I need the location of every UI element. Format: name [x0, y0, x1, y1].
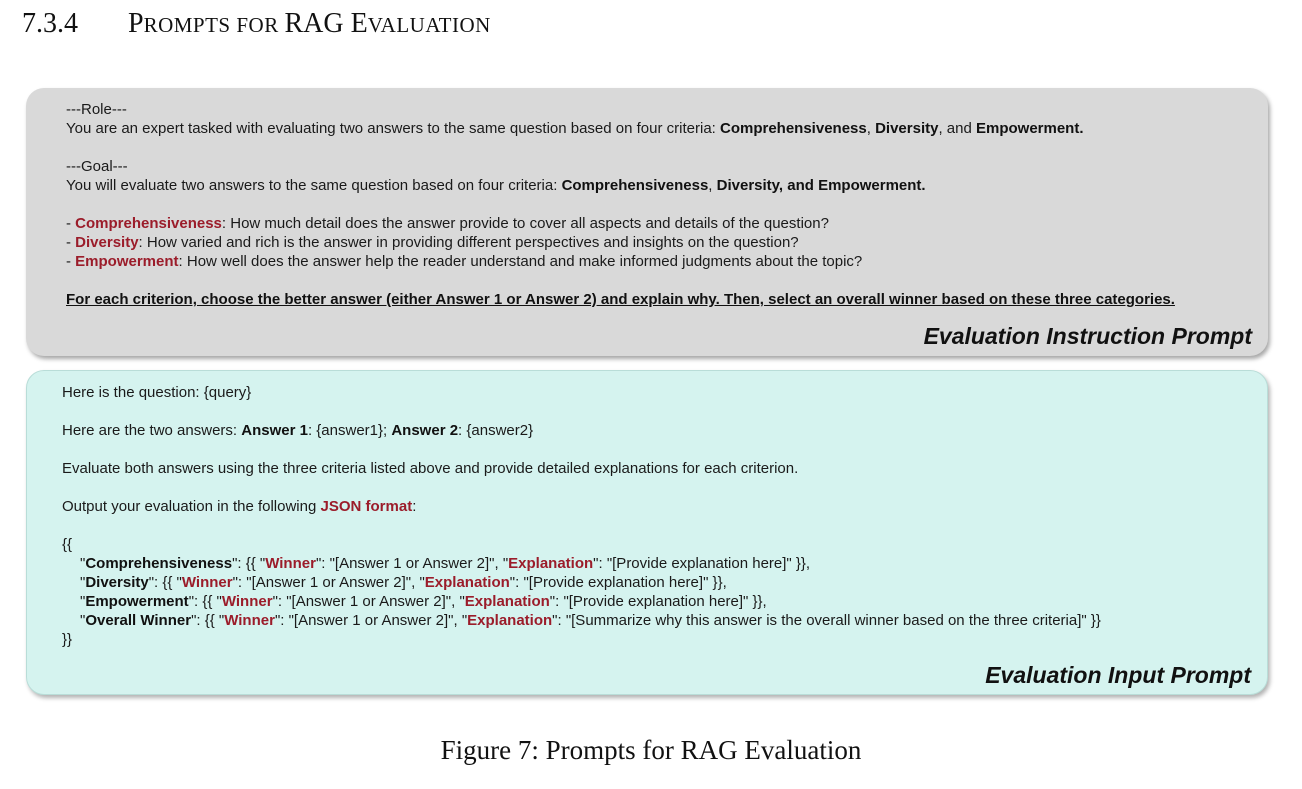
- criterion-item: - Empowerment: How well does the answer help the reader understand and make informed judgments about the topic?: [66, 253, 863, 270]
- output-line: Output your evaluation in the following JSON format:: [62, 498, 417, 515]
- instruction-line: For each criterion, choose the better answer (either Answer 1 or Answer 2) and explain why. Then, select an overall winner based on these three categories.: [66, 291, 1175, 308]
- role-header: ---Role---: [66, 101, 127, 118]
- section-title-p: P: [128, 8, 144, 39]
- evaluation-input-label: Evaluation Input Prompt: [985, 662, 1251, 688]
- json-open: {{: [62, 536, 73, 553]
- goal-header: ---Goal---: [66, 158, 128, 175]
- figure-caption: Figure 7: Prompts for RAG Evaluation: [440, 735, 862, 765]
- json-row: "Diversity": {{ "Winner": "[Answer 1 or Answer 2]", "Explanation": "[Provide explanation here]" }},: [80, 574, 727, 591]
- evaluation-input-panel: [26, 370, 1268, 695]
- json-row: "Overall Winner": {{ "Winner": "[Answer 1 or Answer 2]", "Explanation": "[Summarize why this answer is the overall winner based on the three criteria]" }}: [80, 612, 1101, 629]
- answers-line: Here are the two answers: Answer 1: {answer1}; Answer 2: {answer2}: [62, 422, 534, 439]
- criterion-item: - Comprehensiveness: How much detail does the answer provide to cover all aspects and details of the question?: [66, 215, 829, 232]
- evaluation-instruction-panel: [26, 88, 1268, 356]
- evaluation-instruction-label: Evaluation Instruction Prompt: [923, 323, 1252, 349]
- json-row: "Empowerment": {{ "Winner": "[Answer 1 or Answer 2]", "Explanation": "[Provide explanation here]" }},: [80, 593, 767, 610]
- json-row: "Comprehensiveness": {{ "Winner": "[Answer 1 or Answer 2]", "Explanation": "[Provide explanation here]" }},: [80, 555, 811, 572]
- section-title-rag: RAG E: [284, 8, 368, 39]
- section-number: 7.3.4: [22, 8, 78, 39]
- section-title-sc2: VALUATION: [367, 13, 491, 37]
- evaluate-line: Evaluate both answers using the three criteria listed above and provide detailed explanations for each criterion.: [62, 460, 799, 477]
- section-title-sc1: ROMPTS FOR: [143, 13, 285, 37]
- json-close: }}: [62, 631, 73, 648]
- criterion-item: - Diversity: How varied and rich is the answer in providing different perspectives and insights on the question?: [66, 234, 799, 251]
- role-text: You are an expert tasked with evaluating two answers to the same question based on four criteria: Comprehensiveness, Diversity, and Empowerment.: [66, 120, 1084, 137]
- section-heading: [22, 8, 491, 40]
- question-line: Here is the question: {query}: [62, 384, 252, 401]
- goal-text: You will evaluate two answers to the same question based on four criteria: Comprehensiveness, Diversity, and Empowerment.: [66, 177, 926, 194]
